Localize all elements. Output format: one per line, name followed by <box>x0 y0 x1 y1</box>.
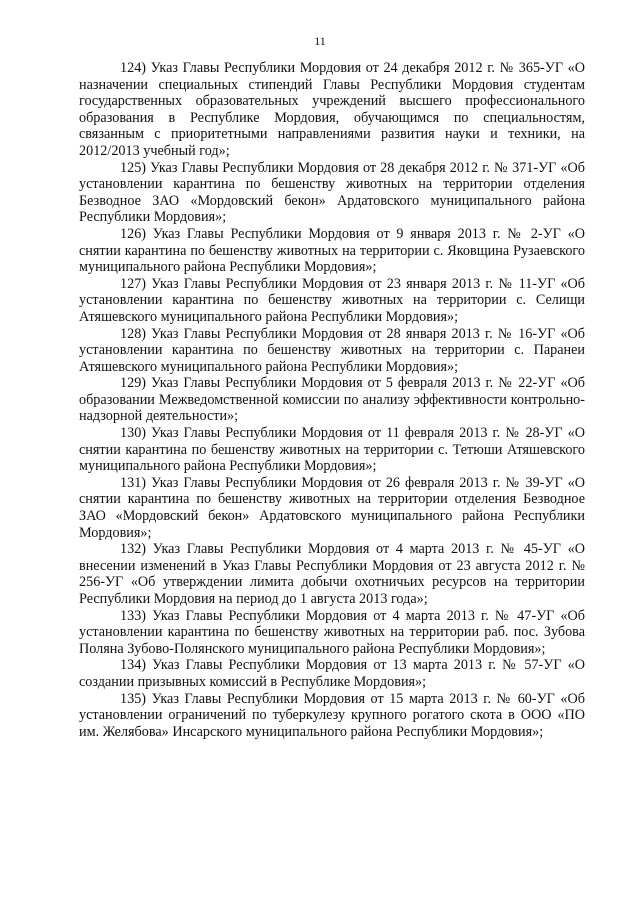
list-item-135: 135) Указ Главы Республики Мордовия от 15 марта 2013 г. № 60-УГ «Об установлении ограничений по туберкулезу крупного рогатого скота в ООО «ПО им. Желябова» Инсарского муниципального района Республики Мордовия»; <box>79 690 585 740</box>
list-item-131: 131) Указ Главы Республики Мордовия от 26 февраля 2013 г. № 39-УГ «О снятии карантина по бешенству животных на территории отделения Безводное ЗАО «Мордовский бекон» Ардатовского муниципального района Республики Мордовия»; <box>79 474 585 541</box>
list-item-130: 130) Указ Главы Республики Мордовия от 11 февраля 2013 г. № 28-УГ «О снятии карантина по бешенству животных на территории с. Тетюши Атяшевского муниципального района Республики Мордовия»; <box>79 425 585 475</box>
list-item-129: 129) Указ Главы Республики Мордовия от 5 февраля 2013 г. № 22-УГ «Об образовании Межведомственной комиссии по анализу эффективности контрольно-надзорной деятельности»; <box>79 375 585 425</box>
list-item-134: 134) Указ Главы Республики Мордовия от 13 марта 2013 г. № 57-УГ «О создании призывных комиссий в Республике Мордовия»; <box>79 657 585 690</box>
list-item-126: 126) Указ Главы Республики Мордовия от 9 января 2013 г. № 2-УГ «О снятии карантина по бешенству животных на территории с. Яковщина Рузаевского муниципального района Республики Мордовия»; <box>79 225 585 276</box>
page-number: 11 <box>314 34 326 48</box>
list-item-125: 125) Указ Главы Республики Мордовия от 28 декабря 2012 г. № 371-УГ «Об установлении карантина по бешенству животных на территории отделения Безводное ЗАО «Мордовский бекон» Ардатовского муниципального района Республики Мордовия»; <box>79 159 585 226</box>
list-item-124: 124) Указ Главы Республики Мордовия от 24 декабря 2012 г. № 365-УГ «О назначении специальных стипендий Главы Республики Мордовия студентам государственных образовательных учреждений высшего профессионального образования в Республике Мордовия, обучающимся по специальностям, связанным с приоритетными направлениями развития науки и техники, на 2012/2013 учебный год»; <box>79 60 585 159</box>
list-item-127: 127) Указ Главы Республики Мордовия от 23 января 2013 г. № 11-УГ «Об установлении карантина по бешенству животных на территории с. Селищи Атяшевского муниципального района Республики Мордовия»; <box>79 275 585 325</box>
document-body <box>79 60 585 740</box>
list-item-133: 133) Указ Главы Республики Мордовия от 4 марта 2013 г. № 47-УГ «Об установлении карантина по бешенству животных на территории раб. пос. Зубова Поляна Зубово-Полянского муниципального района Республики Мордовия»; <box>79 607 585 657</box>
list-item-132: 132) Указ Главы Республики Мордовия от 4 марта 2013 г. № 45-УГ «О внесении изменений в Указ Главы Республики Мордовия от 23 августа 2012 г. № 256-УГ «Об утверждении лимита добычи охотничьих ресурсов на территории Республики Мордовия на период до 1 августа 2013 года»; <box>79 541 585 607</box>
list-item-128: 128) Указ Главы Республики Мордовия от 28 января 2013 г. № 16-УГ «Об установлении карантина по бешенству животных на территории с. Паранеи Атяшевского муниципального района Республики Мордовия»; <box>79 325 585 375</box>
